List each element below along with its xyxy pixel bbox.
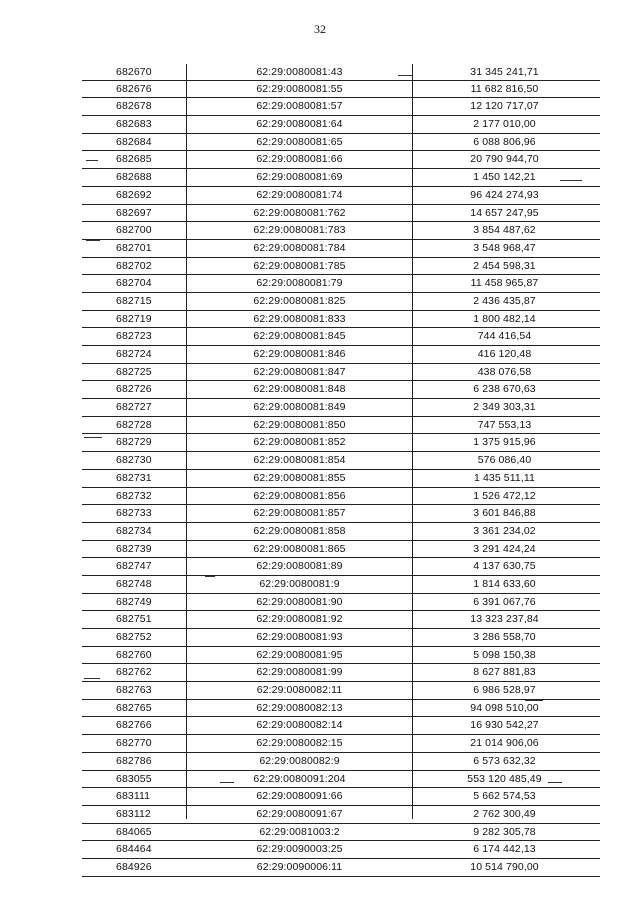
cadastral-number: 62:29:0080081:57 (256, 100, 343, 113)
table-row (82, 417, 600, 435)
cadastral-number: 62:29:0080081:64 (256, 118, 343, 131)
table-row (82, 664, 600, 682)
cadastral-number: 62:29:0080081:850 (253, 418, 346, 431)
cadastral-number: 62:29:0080081:74 (256, 188, 343, 201)
cadastral-number: 62:29:0080081:69 (256, 171, 343, 184)
row-number: 682728 (116, 418, 152, 431)
cadastral-value: 744 416,54 (477, 330, 532, 343)
cadastral-value: 31 345 241,71 (470, 66, 539, 78)
cadastral-value: 3 601 846,88 (473, 507, 536, 520)
row-number: 682770 (116, 737, 152, 750)
cadastral-number: 62:29:0080081:43 (256, 66, 343, 78)
table-row (82, 576, 600, 594)
cadastral-number: 62:29:0081003:2 (259, 825, 340, 838)
cadastral-number: 62:29:0080081:92 (256, 613, 343, 626)
row-number: 682786 (116, 754, 152, 767)
row-number: 682751 (116, 613, 152, 626)
cadastral-number: 62:29:0080081:784 (253, 241, 346, 254)
cadastral-value: 747 553,13 (477, 418, 532, 431)
cadastral-number: 62:29:0080081:9 (259, 577, 340, 590)
row-number: 682701 (116, 241, 152, 254)
cadastral-value: 1 450 142,21 (473, 171, 536, 184)
cadastral-value: 576 086,40 (477, 454, 532, 467)
cadastral-number: 62:29:0090003:25 (256, 843, 343, 856)
table-row (82, 788, 600, 806)
row-number: 682704 (116, 277, 152, 290)
row-number: 682670 (116, 66, 152, 78)
cadastral-value: 20 790 944,70 (470, 153, 539, 166)
table-row (82, 841, 600, 859)
cadastral-number: 62:29:0080081:856 (253, 489, 346, 502)
cadastral-value: 6 238 670,63 (473, 383, 536, 396)
table-row (82, 647, 600, 665)
cadastral-value: 6 174 442,13 (473, 843, 536, 856)
cadastral-number: 62:29:0080081:845 (253, 330, 346, 343)
table-row (82, 682, 600, 700)
scan-mark (525, 700, 543, 701)
cadastral-value: 8 627 881,83 (473, 666, 536, 679)
cadastral-number: 62:29:0080081:783 (253, 224, 346, 237)
table-row (82, 222, 600, 240)
row-number: 682752 (116, 631, 152, 643)
table-row (82, 311, 600, 329)
scan-mark (220, 782, 234, 783)
page-number: 32 (314, 22, 326, 36)
table-row (82, 346, 600, 364)
cadastral-value: 3 286 558,70 (473, 631, 536, 643)
cadastral-number: 62:29:0080091:66 (256, 790, 343, 803)
cadastral-value: 2 762 300,49 (473, 807, 536, 820)
cadastral-value-table (82, 63, 600, 877)
table-row (82, 771, 600, 789)
cadastral-value: 6 088 806,96 (473, 135, 536, 148)
cadastral-number: 62:29:0080081:857 (253, 507, 346, 520)
cadastral-value: 1 375 915,96 (473, 436, 536, 449)
row-number: 683055 (116, 772, 152, 785)
cadastral-number: 62:29:0080081:833 (253, 312, 346, 325)
cadastral-number: 62:29:0080081:66 (256, 153, 343, 166)
cadastral-number: 62:29:0080081:90 (256, 595, 343, 608)
row-number: 682684 (116, 135, 152, 148)
cadastral-number: 62:29:0080082:13 (256, 701, 343, 714)
row-number: 682739 (116, 542, 152, 555)
table-row (82, 187, 600, 205)
table-row (82, 753, 600, 771)
row-number: 682688 (116, 171, 152, 184)
row-number: 682727 (116, 401, 152, 414)
row-number: 682733 (116, 507, 152, 520)
table-row (82, 700, 600, 718)
table-row (82, 558, 600, 576)
scan-mark (86, 160, 98, 161)
table-row (82, 735, 600, 753)
table-row (82, 434, 600, 452)
cadastral-value: 2 177 010,00 (473, 118, 536, 131)
cadastral-number: 62:29:0080081:93 (256, 631, 343, 643)
cadastral-number: 62:29:0080081:847 (253, 365, 346, 378)
table-row (82, 205, 600, 223)
row-number: 682719 (116, 312, 152, 325)
table-row (82, 240, 600, 258)
cadastral-value: 553 120 485,49 (467, 772, 542, 785)
cadastral-number: 62:29:0080082:14 (256, 719, 343, 732)
scan-mark (205, 576, 215, 577)
row-number: 683111 (116, 790, 151, 803)
row-number: 682731 (116, 471, 152, 484)
row-number: 682676 (116, 82, 152, 95)
row-number: 682749 (116, 595, 152, 608)
cadastral-value: 1 800 482,14 (473, 312, 536, 325)
cadastral-value: 2 436 435,87 (473, 294, 536, 307)
row-number: 682748 (116, 577, 152, 590)
cadastral-number: 62:29:0090006:11 (256, 860, 343, 873)
table-row (82, 63, 600, 81)
row-number: 682702 (116, 259, 152, 272)
table-row (82, 629, 600, 647)
row-number: 684065 (116, 825, 152, 838)
cadastral-value: 6 986 528,97 (473, 684, 536, 697)
cadastral-value: 6 391 067,76 (473, 595, 536, 608)
cadastral-number: 62:29:0080081:89 (256, 560, 343, 573)
table-row (82, 258, 600, 276)
table-row (82, 611, 600, 629)
table-row (82, 541, 600, 559)
scan-mark (548, 782, 562, 783)
cadastral-value: 10 514 790,00 (470, 860, 539, 873)
table-row (82, 399, 600, 417)
cadastral-value: 5 098 150,38 (473, 648, 536, 661)
table-row (82, 859, 600, 877)
row-number: 682683 (116, 118, 152, 131)
row-number: 682723 (116, 330, 152, 343)
cadastral-number: 62:29:0080081:79 (256, 277, 343, 290)
row-number: 682760 (116, 648, 152, 661)
table-row (82, 293, 600, 311)
cadastral-number: 62:29:0080081:846 (253, 348, 346, 360)
cadastral-number: 62:29:0080082:15 (256, 737, 343, 750)
table-row (82, 134, 600, 152)
cadastral-value: 416 120,48 (477, 348, 532, 360)
table-row (82, 824, 600, 842)
cadastral-number: 62:29:0080081:852 (253, 436, 346, 449)
row-number: 684464 (116, 843, 152, 856)
scan-mark (560, 180, 582, 181)
cadastral-value: 11 458 965,87 (470, 277, 539, 290)
cadastral-value: 21 014 906,06 (470, 737, 539, 750)
row-number: 682700 (116, 224, 152, 237)
row-number: 682715 (116, 294, 152, 307)
row-number: 683112 (116, 807, 151, 820)
cadastral-value: 94 098 510,00 (470, 701, 539, 714)
cadastral-value: 2 454 598,31 (473, 259, 536, 272)
table-row (82, 381, 600, 399)
cadastral-number: 62:29:0080081:865 (253, 542, 346, 555)
cadastral-number: 62:29:0080081:825 (253, 294, 346, 307)
table-row (82, 717, 600, 735)
table-row (82, 470, 600, 488)
row-number: 682766 (116, 719, 152, 732)
cadastral-number: 62:29:0080082:11 (256, 684, 343, 697)
cadastral-number: 62:29:0080081:65 (256, 135, 343, 148)
table-row (82, 275, 600, 293)
cadastral-number: 62:29:0080091:67 (256, 807, 343, 820)
row-number: 682762 (116, 666, 152, 679)
cadastral-value: 14 657 247,95 (470, 206, 539, 219)
table-row (82, 594, 600, 612)
row-number: 682725 (116, 365, 152, 378)
cadastral-value: 3 548 968,47 (473, 241, 536, 254)
row-number: 682678 (116, 100, 152, 113)
cadastral-value: 16 930 542,27 (470, 719, 539, 732)
cadastral-number: 62:29:0080081:785 (253, 259, 346, 272)
cadastral-value: 1 435 511,11 (474, 471, 535, 484)
row-number: 682747 (116, 560, 152, 573)
row-number: 682697 (116, 206, 152, 219)
table-row (82, 169, 600, 187)
cadastral-number: 62:29:0080081:854 (253, 454, 346, 467)
cadastral-value: 9 282 305,78 (473, 825, 536, 838)
cadastral-value: 1 814 633,60 (473, 577, 536, 590)
table-row (82, 806, 600, 824)
row-number: 684926 (116, 860, 152, 873)
row-number: 682765 (116, 701, 152, 714)
cadastral-value: 3 854 487,62 (473, 224, 536, 237)
cadastral-number: 62:29:0080081:99 (256, 666, 343, 679)
row-number: 682724 (116, 348, 152, 360)
cadastral-number: 62:29:0080081:858 (253, 524, 346, 537)
cadastral-number: 62:29:0080091:204 (253, 772, 346, 785)
cadastral-number: 62:29:0080081:55 (256, 82, 343, 95)
cadastral-value: 5 662 574,53 (473, 790, 536, 803)
scan-mark (398, 75, 412, 76)
row-number: 682763 (116, 684, 152, 697)
table-row (82, 488, 600, 506)
row-number: 682732 (116, 489, 152, 502)
cadastral-value: 3 361 234,02 (473, 524, 536, 537)
table-row (82, 151, 600, 169)
table-row (82, 452, 600, 470)
scan-mark (84, 437, 102, 438)
cadastral-number: 62:29:0080081:848 (253, 383, 346, 396)
cadastral-value: 6 573 632,32 (473, 754, 536, 767)
cadastral-value: 12 120 717,07 (470, 100, 539, 113)
cadastral-number: 62:29:0080081:95 (256, 648, 343, 661)
row-number: 682685 (116, 153, 152, 166)
scan-mark (84, 678, 100, 679)
row-number: 682726 (116, 383, 152, 396)
cadastral-number: 62:29:0080081:762 (253, 206, 346, 219)
cadastral-value: 1 526 472,12 (473, 489, 536, 502)
scan-mark (86, 240, 100, 241)
table-row (82, 523, 600, 541)
cadastral-value: 3 291 424,24 (473, 542, 536, 555)
row-number: 682730 (116, 454, 152, 467)
cadastral-value: 2 349 303,31 (473, 401, 536, 414)
cadastral-value: 11 682 816,50 (470, 82, 539, 95)
table-row (82, 98, 600, 116)
row-number: 682729 (116, 436, 152, 449)
table-row (82, 81, 600, 99)
cadastral-value: 438 076,58 (477, 365, 532, 378)
table-row (82, 364, 600, 382)
cadastral-number: 62:29:0080082:9 (259, 754, 340, 767)
cadastral-number: 62:29:0080081:855 (253, 471, 346, 484)
table-row (82, 116, 600, 134)
row-number: 682734 (116, 524, 152, 537)
row-number: 682692 (116, 188, 152, 201)
cadastral-value: 96 424 274,93 (470, 188, 539, 201)
table-row (82, 328, 600, 346)
cadastral-value: 13 323 237,84 (470, 613, 539, 626)
table-row (82, 505, 600, 523)
cadastral-value: 4 137 630,75 (473, 560, 536, 573)
cadastral-number: 62:29:0080081:849 (253, 401, 346, 414)
